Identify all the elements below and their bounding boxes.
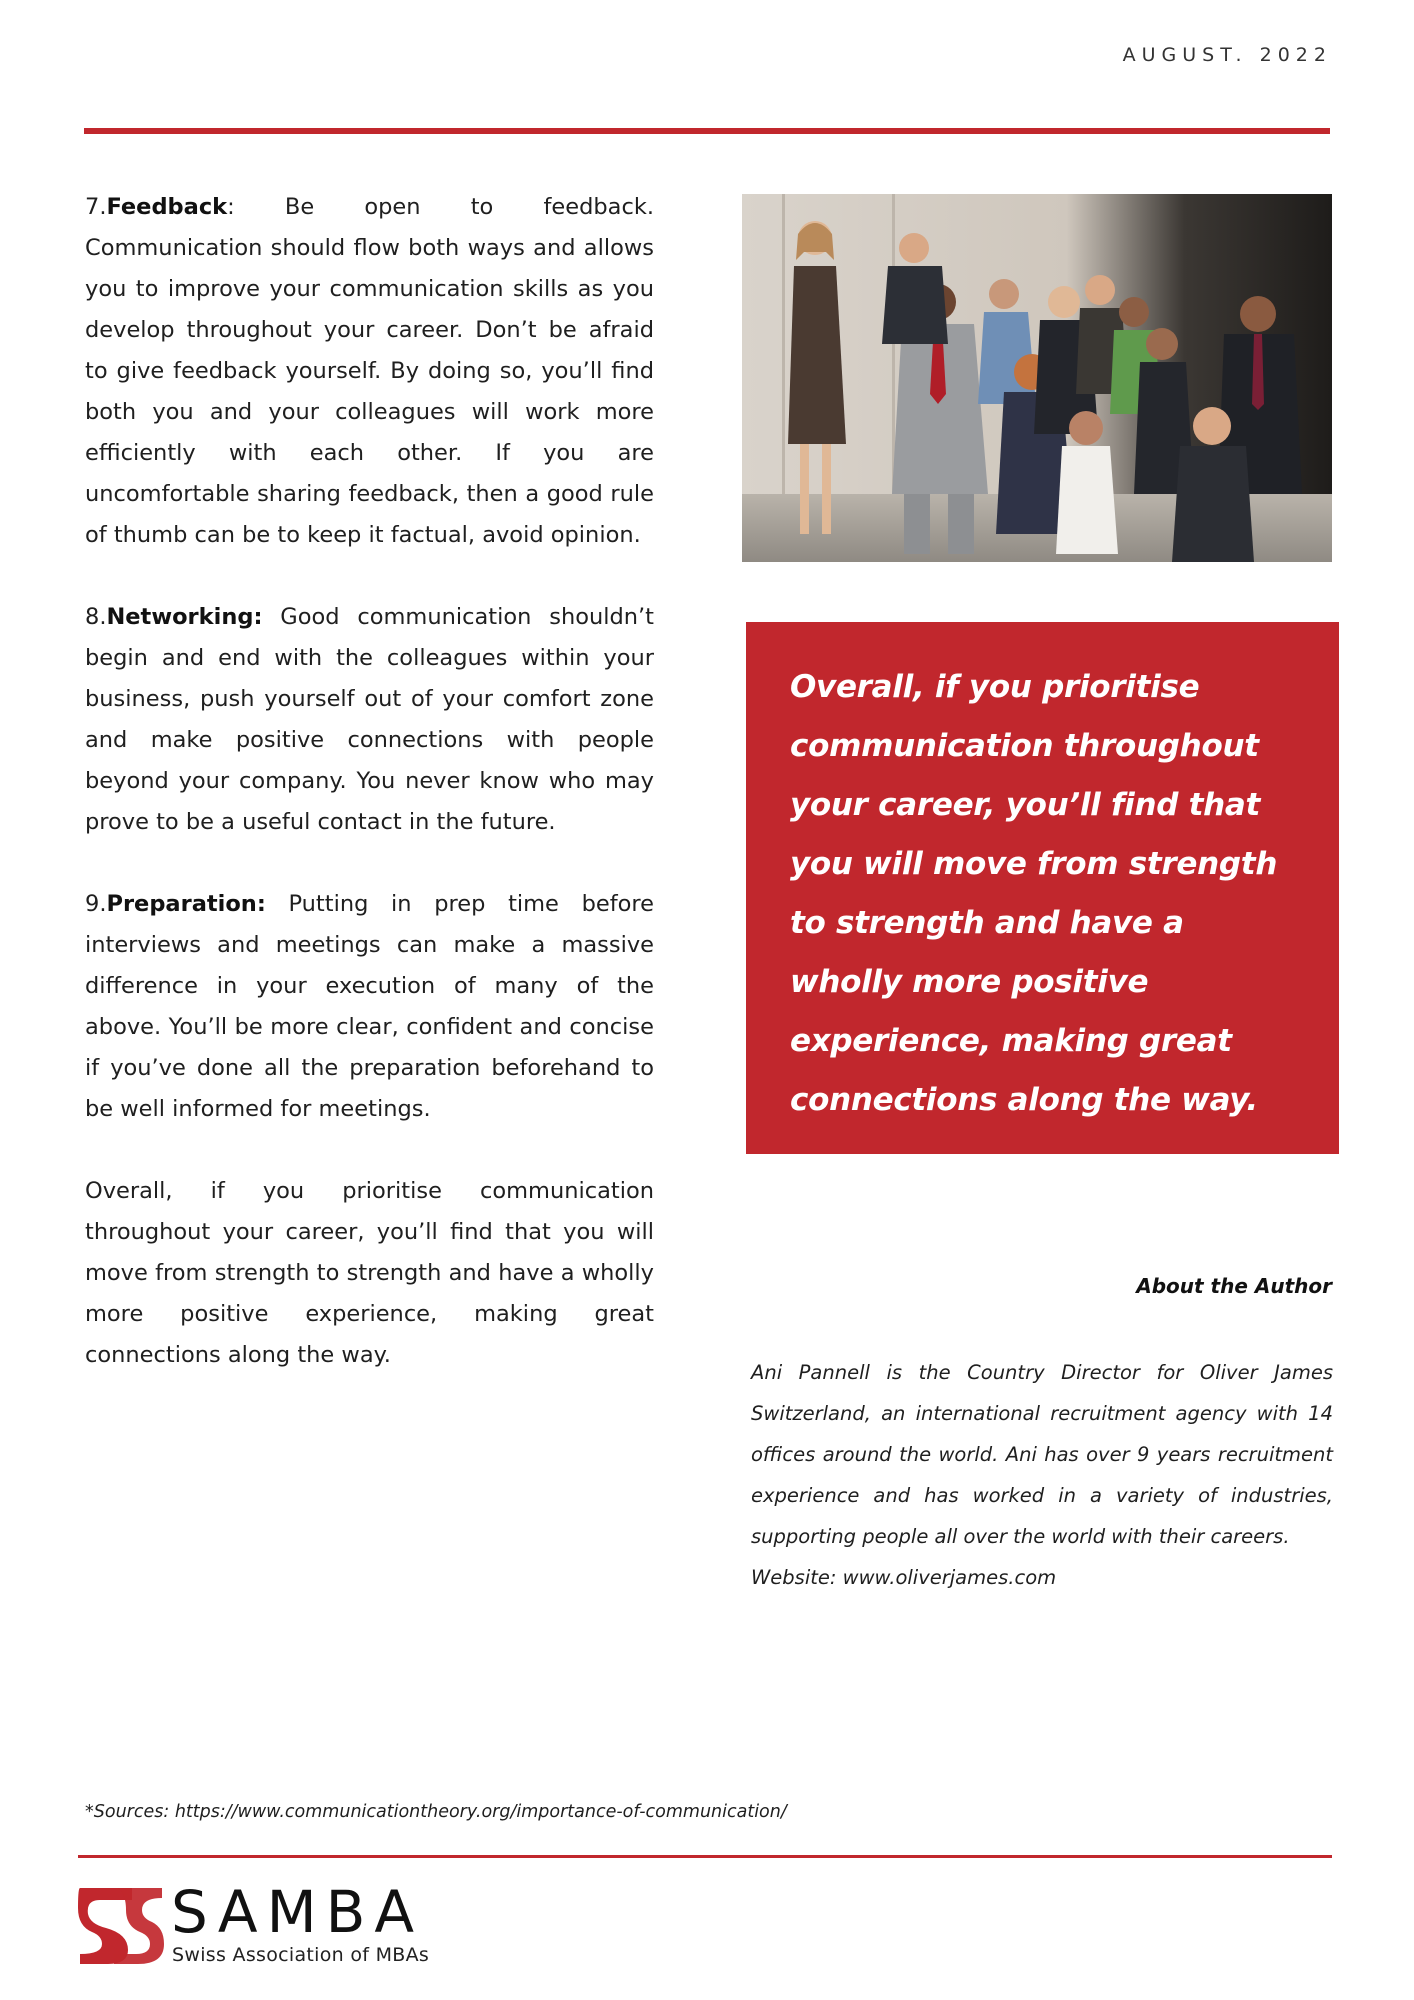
networking-event-photo	[742, 194, 1332, 562]
header-divider	[84, 128, 1330, 134]
samba-wordmark: SAMBA	[171, 1878, 424, 1946]
preparation-term: Preparation:	[106, 891, 266, 917]
conclusion-paragraph: Overall, if you prioritise communication throughout your career, you’ll find that you will move from strength to strength and have a wholly more positive experience, making great connections along the way.	[85, 1178, 654, 1368]
author-website: Website: www.oliverjames.com	[751, 1566, 1057, 1589]
about-author-title: About the Author	[1136, 1274, 1332, 1298]
article-body	[85, 187, 654, 1417]
sources-note: *Sources: https://www.communicationtheory.org/importance-of-communication/	[85, 1802, 787, 1822]
samba-subtitle: Swiss Association of MBAs	[172, 1944, 430, 1966]
networking-term: Networking:	[106, 604, 263, 630]
feedback-paragraph: 7.Feedback: Be open to feedback. Communication should flow both ways and allows you to improve your communication skills as you develop throughout your career. Don’t be afraid to give feedback yourself. By doing so, you’ll find both you and your colleagues will work more efficiently with each other. If you are uncomfortable sharing feedback, then a good rule of thumb can be to keep it factual, avoid opinion.	[85, 194, 654, 548]
footer-divider	[78, 1855, 1332, 1858]
about-author-body	[751, 1352, 1333, 1598]
pull-quote-box	[746, 622, 1339, 1154]
networking-paragraph: 8.Networking: Good communication shouldn’t begin and end with the colleagues within your business, push yourself out of your comfort zone and make positive connections with people beyond your company. You never know who may prove to be a useful contact in the future.	[85, 604, 654, 835]
samba-logo-mark-icon	[78, 1884, 164, 1964]
preparation-paragraph: 9.Preparation: Putting in prep time before interviews and meetings can make a massive difference in your execution of many of the above. You’ll be more clear, confident and concise if you’ve done all the preparation beforehand to be well informed for meetings.	[85, 891, 654, 1122]
samba-logo	[78, 1878, 458, 1970]
issue-date: AUGUST. 2022	[1122, 44, 1332, 66]
feedback-term: Feedback	[106, 194, 228, 220]
pull-quote-text: Overall, if you prioritise communication throughout your career, you’ll find that you will move from strength to strength and have a wholly more positive experience, making great connections along the way.	[790, 669, 1278, 1118]
author-bio: Ani Pannell is the Country Director for Oliver James Switzerland, an international recruitment agency with 14 offices around the world. Ani has over 9 years recruitment experience and has worked in a variety of industries, supporting people all over the world with their careers.	[751, 1361, 1333, 1548]
